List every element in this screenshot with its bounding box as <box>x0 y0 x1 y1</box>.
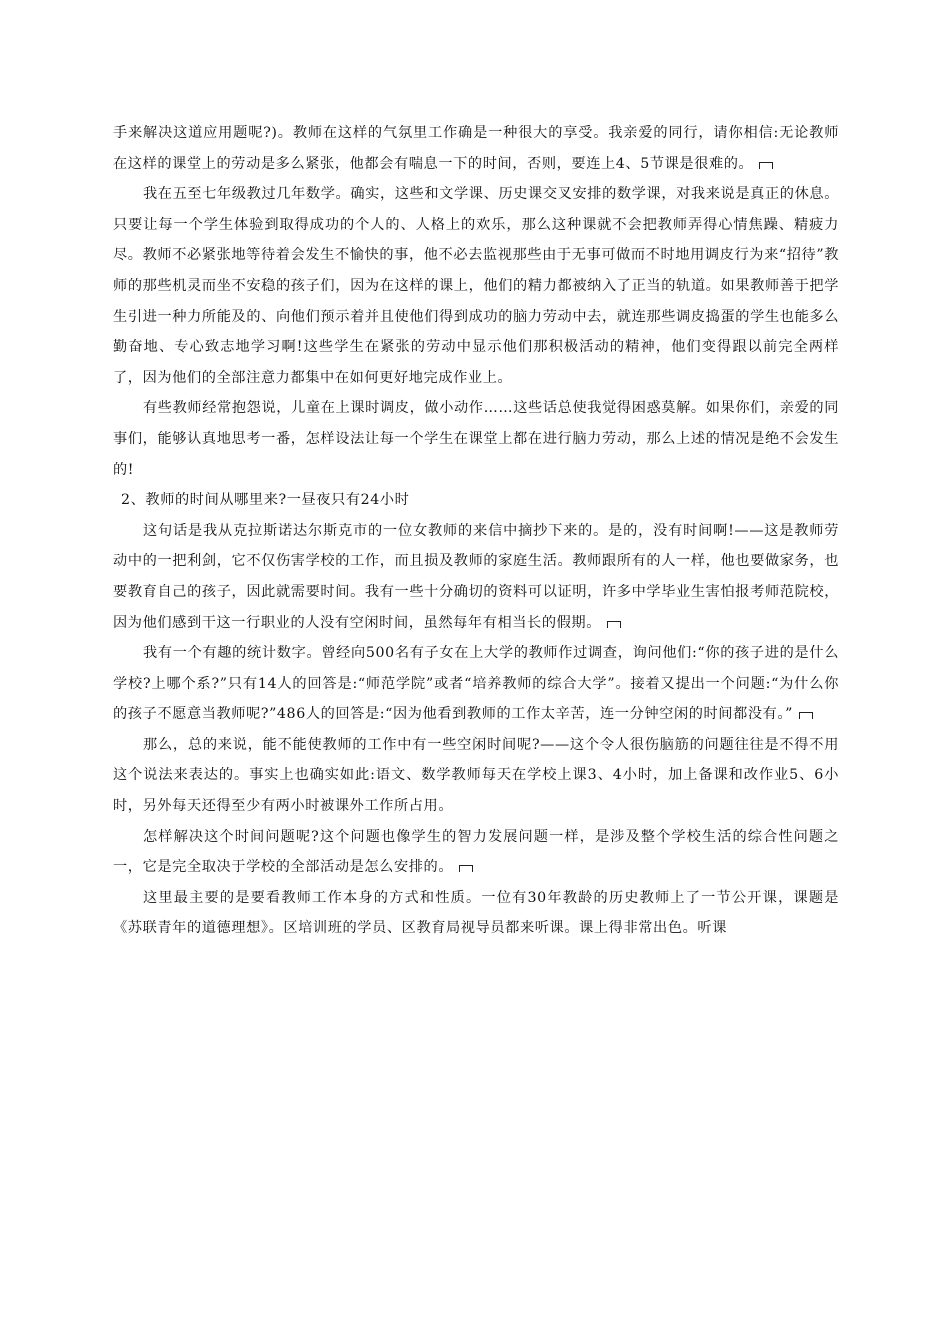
annotation-mark-icon <box>459 865 473 872</box>
section-heading <box>113 485 839 516</box>
paragraph-4 <box>113 516 839 638</box>
annotation-mark-icon <box>799 712 813 719</box>
paragraph-text: 这句话是我从克拉斯诺达尔斯克市的一位女教师的来信中摘抄下来的。是的，没有时间啊!——这是教师劳动中的一把利剑，它不仅伤害学校的工作，而且损及教师的家庭生活。教师跟所有的人一样，他也要做家务，也要教育自己的孩子，因此就需要时间。我有一些十分确切的资料可以证明，许多中学毕业生害怕报考师范院校，因为他们感到干这一行职业的人没有空闲时间，虽然每年有相当长的假期。 <box>113 522 839 631</box>
document-page <box>113 118 839 944</box>
annotation-mark-icon <box>759 162 773 169</box>
paragraph-3 <box>113 393 839 485</box>
paragraph-text: 这里最主要的是要看教师工作本身的方式和性质。一位有30年教龄的历史教师上了一节公开课，课题是《苏联青年的道德理想》。区培训班的学员、区教育局视导员都来听课。课上得非常出色。听课 <box>113 889 839 937</box>
paragraph-text: 手来解决这道应用题呢?)。教师在这样的气氛里工作确是一种很大的享受。我亲爱的同行，请你相信:无论教师在这样的课堂上的劳动是多么紧张，他都会有喘息一下的时间，否则，要连上4、5节课是很难的。 <box>113 125 839 172</box>
paragraph-text: 怎样解决这个时间问题呢?这个问题也像学生的智力发展问题一样，是涉及整个学校生活的综合性问题之一，它是完全取决于学校的全部活动是怎么安排的。 <box>113 828 839 876</box>
paragraph-text: 我在五至七年级教过几年数学。确实，这些和文学课、历史课交叉安排的数学课，对我来说是真正的休息。只要让每一个学生体验到取得成功的个人的、人格上的欢乐，那么这种课就不会把教师弄得心情焦躁、精疲力尽。教师不必紧张地等待着会发生不愉快的事，他不必去监视那些由于无事可做而不时地用调皮行为来“招待”教师的那些机灵而坐不安稳的孩子们，因为在这样的课上，他们的精力都被纳入了正当的轨道。如果教师善于把学生引进一种力所能及的、向他们预示着并且使他们得到成功的脑力劳动中去，就连那些调皮捣蛋的学生也能多么勤奋地、专心致志地学习啊!这些学生在紧张的劳动中显示他们那积极活动的精神，他们变得跟以前完全两样了，因为他们的全部注意力都集中在如何更好地完成作业上。 <box>113 186 839 386</box>
paragraph-5 <box>113 638 839 730</box>
paragraph-7 <box>113 822 839 883</box>
paragraph-text: 我有一个有趣的统计数字。曾经向500名有子女在上大学的教师作过调查，询问他们:“你的孩子进的是什么学校?上哪个系?”只有14人的回答是:“师范学院”或者“培养教师的综合大学”。接着又提出一个问题:“为什么你的孩子不愿意当教师呢?”486人的回答是:“因为他看到教师的工作太辛苦，连一分钟空闲的时间都没有。” <box>113 645 839 723</box>
annotation-mark-icon <box>607 621 621 628</box>
section-heading-text: 2、教师的时间从哪里来?一昼夜只有24小时 <box>121 492 410 509</box>
paragraph-2 <box>113 179 839 393</box>
paragraph-1 <box>113 118 839 179</box>
paragraph-text: 那么，总的来说，能不能使教师的工作中有一些空闲时间呢?——这个令人很伤脑筋的问题往往是不得不用这个说法来表达的。事实上也确实如此:语文、数学教师每天在学校上课3、4小时，加上备课和改作业5、6小时，另外每天还得至少有两小时被课外工作所占用。 <box>113 736 839 815</box>
paragraph-6 <box>113 730 839 822</box>
paragraph-text: 有些教师经常抱怨说，儿童在上课时调皮，做小动作……这些话总使我觉得困惑莫解。如果你们，亲爱的同事们，能够认真地思考一番，怎样设法让每一个学生在课堂上都在进行脑力劳动，那么上述的情况是绝不会发生的! <box>113 400 839 478</box>
paragraph-8 <box>113 883 839 944</box>
